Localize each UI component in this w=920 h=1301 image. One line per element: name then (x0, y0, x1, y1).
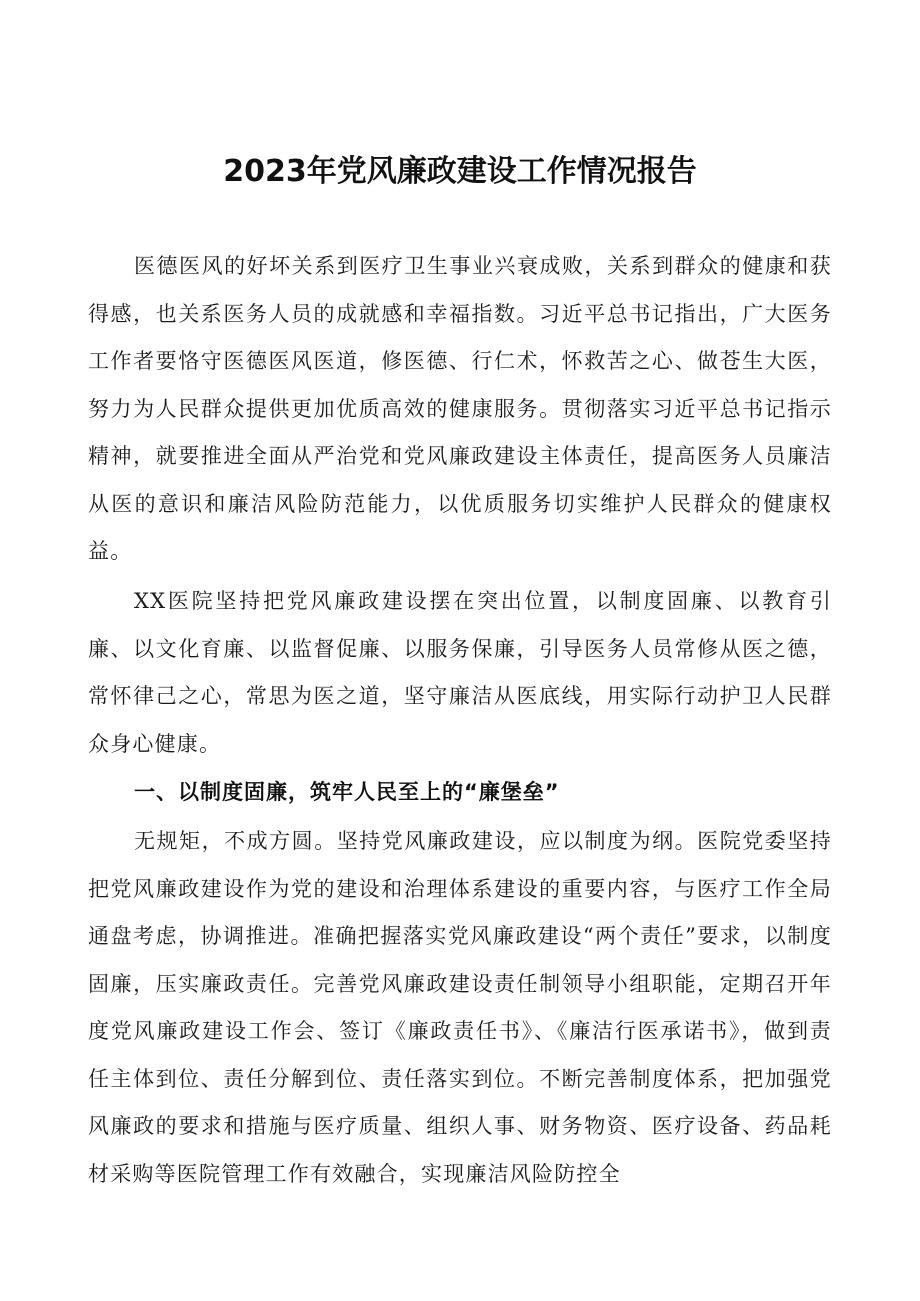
intro-paragraph: 医德医风的好坏关系到医疗卫生事业兴衰成败，关系到群众的健康和获得感，也关系医务人员的成就感和幸福指数。习近平总书记指出，广大医务工作者要恪守医德医风医道，修医德、行仁术，怀救苦之心、做苍生大医，努力为人民群众提供更加优质高效的健康服务。贯彻落实习近平总书记指示精神，就要推进全面从严治党和党风廉政建设主体责任，提高医务人员廉洁从医的意识和廉洁风险防范能力，以优质服务切实维护人民群众的健康权益。 (88, 254, 832, 563)
hospital-paragraph: XX医院坚持把党风廉政建设摆在突出位置，以制度固廉、以教育引廉、以文化育廉、以监督促廉、以服务保廉，引导医务人员常修从医之德，常怀律己之心，常思为医之道，坚守廉洁从医底线，用实际行动护卫人民群众身心健康。 (88, 589, 832, 756)
section-heading: 一、以制度固廉，筑牢人民至上的“廉堡垒” (134, 780, 560, 804)
document-title: 2023年党风廉政建设工作情况报告 (223, 154, 697, 189)
section-paragraph: 无规矩，不成方圆。坚持党风廉政建设，应以制度为纲。医院党委坚持把党风廉政建设作为党的建设和治理体系建设的重要内容，与医疗工作全局通盘考虑，协调推进。准确把握落实党风廉政建设“两个责任”要求，以制度固廉，压实廉政责任。完善党风廉政建设责任制领导小组职能，定期召开年度党风廉政建设工作会、签订《廉政责任书》、《廉洁行医承诺书》，做到责任主体到位、责任分解到位、责任落实到位。不断完善制度体系，把加强党风廉政的要求和措施与医疗质量、组织人事、财务物资、医疗设备、药品耗材采购等医院管理工作有效融合，实现廉洁风险防控全 (88, 829, 832, 1186)
